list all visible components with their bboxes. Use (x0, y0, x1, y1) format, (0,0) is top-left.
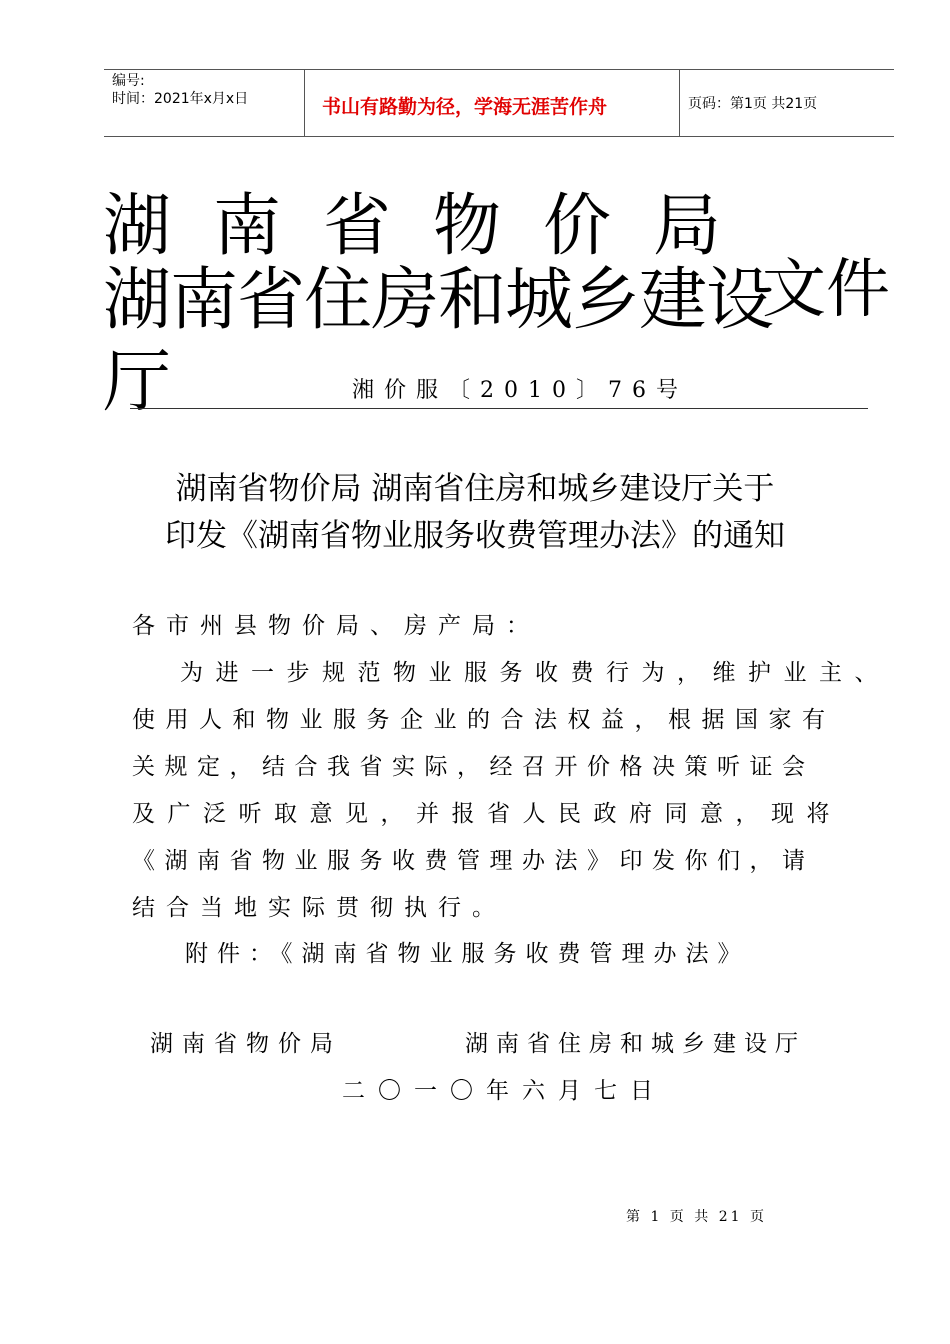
paragraph-line: 使用人和物业服务企业的合法权益，根据国家有 (132, 707, 836, 733)
header-divider-1 (304, 69, 305, 136)
notice-title-line-1: 湖南省物价局 湖南省住房和城乡建设厅关于 (175, 471, 775, 507)
letterhead-line-3-text: 厅 (103, 343, 172, 422)
time-label: 时间：2021年x月x日 (112, 91, 249, 107)
header-motto: 书山有路勤为径，学海无涯苦作舟 (322, 96, 608, 118)
serial-label: 编号: (112, 73, 145, 89)
letterhead-line-1: 湖南省物价局 (103, 187, 764, 266)
signature-org-2: 湖南省住房和城乡建设厅 (465, 1031, 806, 1057)
paragraph-line: 《湖南省物业服务收费管理办法》印发你们，请 (132, 848, 815, 874)
salutation: 各市州县物价局、房产局： (132, 613, 540, 639)
footer-page-number: 第 1 页 共 21 页 (626, 1209, 767, 1225)
signature-date: 二〇一〇年六月七日 (342, 1078, 666, 1104)
header-divider-2 (679, 69, 680, 136)
attachment-line: 附件：《湖南省物业服务收费管理办法》 (185, 941, 750, 967)
signature-org-1: 湖南省物价局 (150, 1031, 342, 1057)
letterhead-line-3 (103, 343, 172, 422)
paragraph-line: 及广泛听取意见，并报省人民政府同意，现将 (132, 801, 842, 827)
paragraph-line: 为进一步规范物业服务收费行为，维护业主、 (180, 660, 890, 686)
letterhead-line-2: 湖南省住房和城乡建设 (103, 261, 774, 340)
paragraph-line: 关规定，结合我省实际，经召开价格决策听证会 (132, 754, 815, 780)
header-top-rule (104, 69, 894, 70)
letterhead-rule (130, 408, 868, 409)
paragraph-line: 结合当地实际贯彻执行。 (132, 895, 506, 921)
notice-title-line-2: 印发《湖南省物业服务收费管理办法》的通知 (165, 518, 785, 554)
letterhead-suffix: 文件 (762, 253, 890, 327)
header-page-label: 页码：第1页 共21页 (688, 96, 818, 112)
document-number: 湘价服〔2010〕76号 (352, 378, 688, 403)
header-bottom-rule (104, 136, 894, 137)
